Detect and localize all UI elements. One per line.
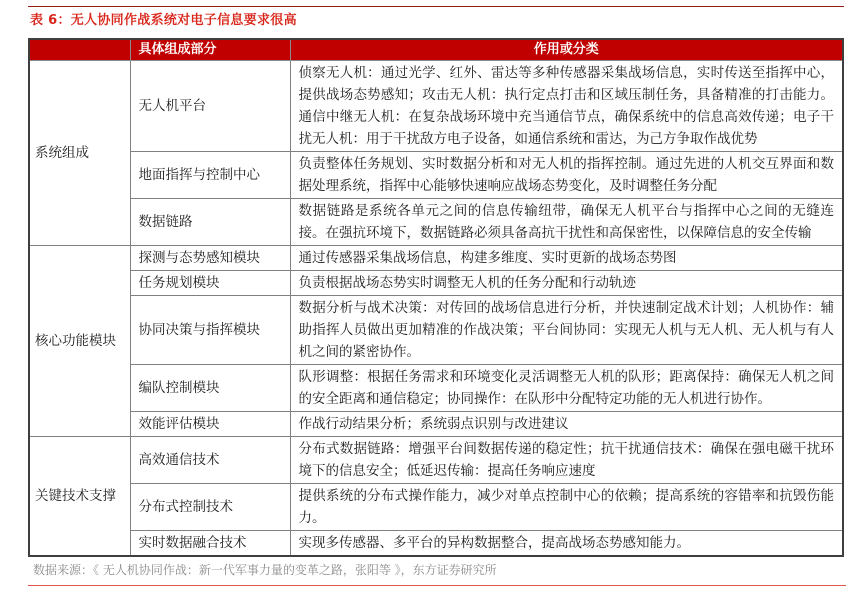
group-cell-system: 系统组成 [29, 61, 130, 246]
table-row [29, 365, 843, 412]
component-cell: 协同决策与指挥模块 [130, 296, 290, 365]
header-cell-group [29, 39, 130, 61]
component-cell: 任务规划模块 [130, 271, 290, 296]
description-cell: 队形调整：根据任务需求和环境变化灵活调整无人机的队形；距离保持：确保无人机之间的安全距离和通信稳定；协同操作：在队形中分配特定功能的无人机进行协作。 [290, 365, 843, 412]
component-cell: 高效通信技术 [130, 437, 290, 484]
component-cell: 探测与态势感知模块 [130, 246, 290, 271]
table-row [29, 296, 843, 365]
table-row [29, 412, 843, 437]
component-cell: 分布式控制技术 [130, 484, 290, 531]
component-cell: 地面指挥与控制中心 [130, 152, 290, 199]
composition-table [28, 38, 844, 557]
table-row [29, 437, 843, 484]
table-header-row [29, 39, 843, 61]
component-cell: 实时数据融合技术 [130, 531, 290, 557]
description-cell: 提供系统的分布式操作能力，减少对单点控制中心的依赖；提高系统的容错率和抗毁伤能力。 [290, 484, 843, 531]
group-cell-key-tech: 关键技术支撑 [29, 437, 130, 557]
description-cell: 通过传感器采集战场信息，构建多维度、实时更新的战场态势图 [290, 246, 843, 271]
table-row [29, 531, 843, 557]
header-cell-component: 具体组成部分 [130, 39, 290, 61]
description-cell: 负责整体任务规划、实时数据分析和对无人机的指挥控制。通过先进的人机交互界面和数据处理系统，指挥中心能够快速响应战场态势变化，及时调整任务分配 [290, 152, 843, 199]
group-cell-core-modules: 核心功能模块 [29, 246, 130, 437]
source-note: 数据来源：《 无人机协同作战：新一代军事力量的变革之路，张阳等 》，东方证券研究所 [33, 563, 497, 577]
component-cell: 效能评估模块 [130, 412, 290, 437]
table-row [29, 484, 843, 531]
top-rule [28, 6, 844, 7]
table-row [29, 246, 843, 271]
description-cell: 实现多传感器、多平台的异构数据整合，提高战场态势感知能力。 [290, 531, 843, 557]
table-row [29, 61, 843, 152]
header-cell-role: 作用或分类 [290, 39, 843, 61]
description-cell: 数据链路是系统各单元之间的信息传输纽带，确保无人机平台与指挥中心之间的无缝连接。在强抗环境下，数据链路必须具备高抗干扰性和高保密性，以保障信息的安全传输 [290, 199, 843, 246]
description-cell: 作战行动结果分析；系统弱点识别与改进建议 [290, 412, 843, 437]
description-cell: 负责根据战场态势实时调整无人机的任务分配和行动轨迹 [290, 271, 843, 296]
description-cell: 数据分析与战术决策：对传回的战场信息进行分析，并快速制定战术计划；人机协作：辅助指挥人员做出更加精准的作战决策；平台间协同：实现无人机与无人机、无人机与有人机之间的紧密协作。 [290, 296, 843, 365]
table-title: 表 6：无人协同作战系统对电子信息要求很高 [30, 13, 297, 28]
component-cell: 数据链路 [130, 199, 290, 246]
bottom-rule [28, 585, 846, 586]
component-cell: 编队控制模块 [130, 365, 290, 412]
component-cell: 无人机平台 [130, 61, 290, 152]
table-row [29, 152, 843, 199]
table-row [29, 271, 843, 296]
description-cell: 侦察无人机：通过光学、红外、雷达等多种传感器采集战场信息，实时传送至指挥中心，提供战场态势感知；攻击无人机：执行定点打击和区域压制任务，具备精准的打击能力。通信中继无人机：在复杂战场环境中充当通信节点，确保系统中的信息高效传递；电子干扰无人机：用于干扰敌方电子设备，如通信系统和雷达，为己方争取作战优势 [290, 61, 843, 152]
table-row [29, 199, 843, 246]
description-cell: 分布式数据链路：增强平台间数据传递的稳定性；抗干扰通信技术：确保在强电磁干扰环境下的信息安全；低延迟传输：提高任务响应速度 [290, 437, 843, 484]
